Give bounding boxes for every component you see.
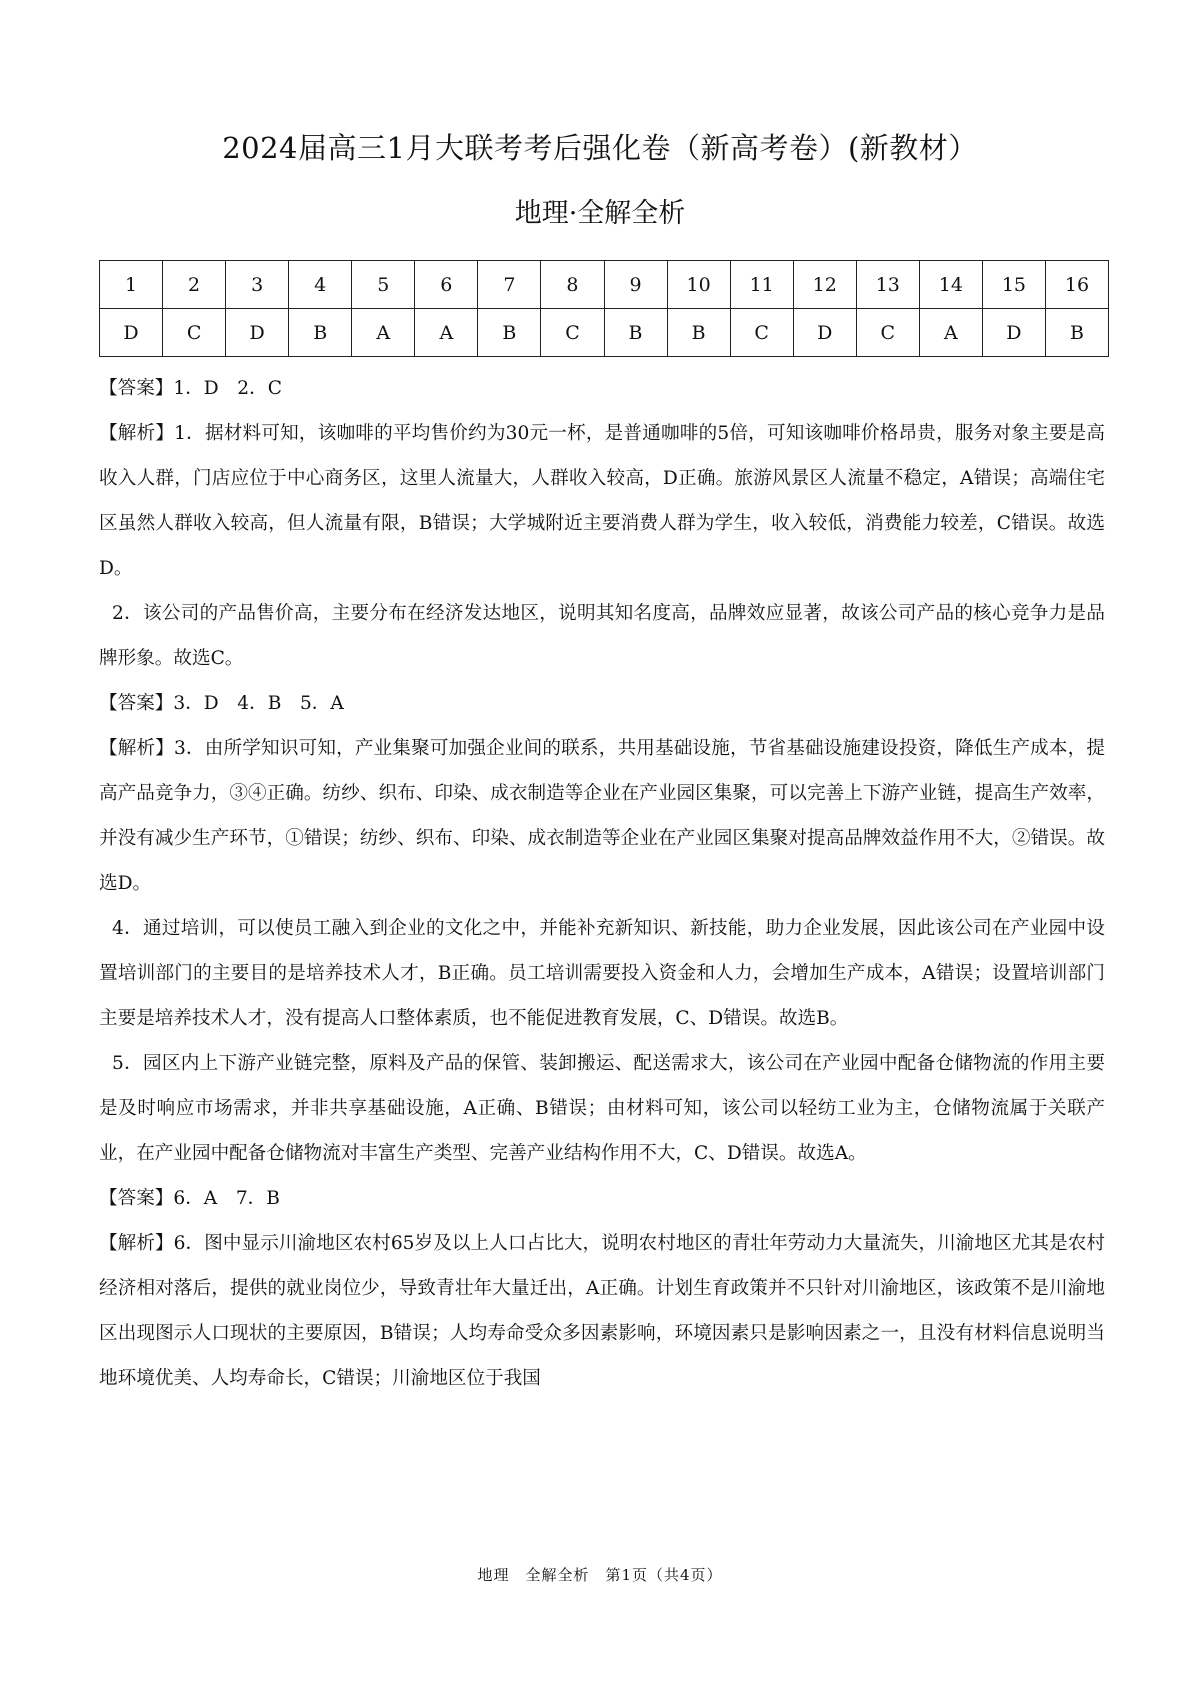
analysis-q6: 【解析】6．图中显示川渝地区农村65岁及以上人口占比大，说明农村地区的青壮年劳动力大量流失，川渝地区尤其是农村经济相对落后，提供的就业岗位少，导致青壮年大量迁出，A正确。计划生育政策并不只针对川渝地区，该政策不是川渝地区出现图示人口现状的主要原因，B错误；人均寿命受众多因素影响，环境因素只是影响因素之一，且没有材料信息说明当地环境优美、人均寿命长，C错误；川渝地区位于我国 (99, 1233, 1105, 1389)
answer-cell: D (793, 309, 856, 357)
answer-line-q6-7: 【答案】6．A 7．B (99, 1188, 280, 1209)
analysis-q4: 4．通过培训，可以使员工融入到企业的文化之中，并能补充新知识、新技能，助力企业发展，因此该公司在产业园中设置培训部门的主要目的是培养技术人才，B正确。员工培训需要投入资金和人力，会增加生产成本，A错误；设置培训部门主要是培养技术人才，没有提高人口整体素质，也不能促进教育发展，C、D错误。故选B。 (99, 918, 1105, 1029)
question-number-cell: 3 (226, 261, 289, 309)
answer-cell: A (415, 309, 478, 357)
answer-cell: B (1045, 309, 1108, 357)
answer-cell: D (982, 309, 1045, 357)
answer-cell: C (856, 309, 919, 357)
analysis-q5: 5．园区内上下游产业链完整，原料及产品的保管、装卸搬运、配送需求大，该公司在产业园中配备仓储物流的作用主要是及时响应市场需求，并非共享基础设施，A正确、B错误；由材料可知，该公司以轻纺工业为主，仓储物流属于关联产业，在产业园中配备仓储物流对丰富生产类型、完善产业结构作用不大，C、D错误。故选A。 (99, 1053, 1105, 1164)
question-number-cell: 10 (667, 261, 730, 309)
answer-cell: B (667, 309, 730, 357)
question-number-cell: 7 (478, 261, 541, 309)
question-number-cell: 16 (1045, 261, 1108, 309)
document-subtitle: 地理·全解全析 (514, 198, 686, 229)
question-number-cell: 11 (730, 261, 793, 309)
answer-cell: B (604, 309, 667, 357)
question-number-cell: 5 (352, 261, 415, 309)
answer-cell: B (289, 309, 352, 357)
question-number-cell: 4 (289, 261, 352, 309)
question-number-cell: 14 (919, 261, 982, 309)
answer-cell: B (478, 309, 541, 357)
question-number-cell: 15 (982, 261, 1045, 309)
analysis-q2: 2．该公司的产品售价高，主要分布在经济发达地区，说明其知名度高，品牌效应显著，故该公司产品的核心竞争力是品牌形象。故选C。 (99, 603, 1105, 669)
question-number-cell: 6 (415, 261, 478, 309)
answer-table (99, 260, 1109, 357)
answer-table-answer-row (100, 309, 1109, 357)
answer-cell: C (541, 309, 604, 357)
answer-table-number-row (100, 261, 1109, 309)
answer-cell: A (919, 309, 982, 357)
solution-content (99, 366, 1105, 1401)
document-title: 2024届高三1月大联考考后强化卷（新高考卷）(新教材） (222, 131, 978, 165)
answer-cell: C (163, 309, 226, 357)
analysis-q3: 【解析】3．由所学知识可知，产业集聚可加强企业间的联系，共用基础设施，节省基础设施建设投资，降低生产成本，提高产品竞争力，③④正确。纺纱、织布、印染、成衣制造等企业在产业园区集聚，可以完善上下游产业链，提高生产效率，并没有减少生产环节，①错误；纺纱、织布、印染、成衣制造等企业在产业园区集聚对提高品牌效益作用不大，②错误。故选D。 (99, 738, 1105, 894)
answer-cell: C (730, 309, 793, 357)
question-number-cell: 1 (100, 261, 163, 309)
answer-line-q3-5: 【答案】3．D 4．B 5．A (99, 693, 344, 714)
answer-line-q1-2: 【答案】1．D 2．C (99, 378, 282, 399)
question-number-cell: 2 (163, 261, 226, 309)
answer-cell: D (226, 309, 289, 357)
answer-cell: A (352, 309, 415, 357)
analysis-q1: 【解析】1．据材料可知，该咖啡的平均售价约为30元一杯，是普通咖啡的5倍，可知该咖啡价格昂贵，服务对象主要是高收入人群，门店应位于中心商务区，这里人流量大，人群收入较高，D正确。旅游风景区人流量不稳定，A错误；高端住宅区虽然人群收入较高，但人流量有限，B错误；大学城附近主要消费人群为学生，收入较低，消费能力较差，C错误。故选D。 (99, 423, 1105, 579)
page-footer: 地理 全解全析 第1页（共4页） (477, 1566, 723, 1584)
question-number-cell: 12 (793, 261, 856, 309)
question-number-cell: 8 (541, 261, 604, 309)
question-number-cell: 9 (604, 261, 667, 309)
question-number-cell: 13 (856, 261, 919, 309)
answer-cell: D (100, 309, 163, 357)
